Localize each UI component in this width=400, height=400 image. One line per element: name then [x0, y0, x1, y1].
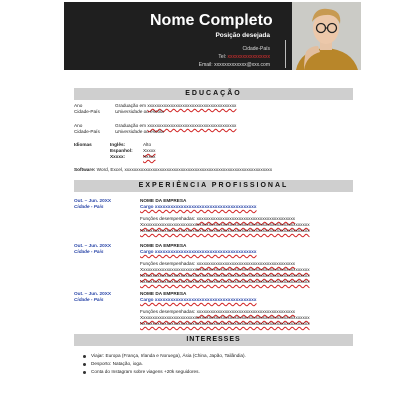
bullet-icon	[83, 371, 86, 374]
email-value: xxxxxxxxxxxxx@xxx.com	[214, 62, 270, 68]
language-level: Xxxxx	[143, 148, 156, 153]
section-experience: EXPERIÊNCIA PROFISSIONAL	[74, 180, 353, 192]
duty-line: xxxxxxxxxxxxxxxxxxxxxxxxxxxxxxxxxxxxxxxxxx	[196, 309, 295, 314]
language-name: Xxxxx:	[110, 154, 126, 159]
edu-place: Cidade-País	[74, 109, 100, 114]
duty-line: Xxxxxxxxxxxxxxxxxxxxxxxxxxxxxxxxxxxxxxxxxxxxxxxxxxxxxxxxxxxxxxxxxxxxxxxx	[140, 222, 310, 227]
bullet-icon	[83, 363, 86, 366]
section-education: EDUCAÇÃO	[74, 88, 353, 100]
duty-line: xxxxxxxxxxxxxxxxxxxxxxxxxxxxxxxxxxxxxxxxxx	[196, 261, 295, 266]
duty-line: Xxxxxxxxxxxxxxxxxxxxxxxxxxxxxxxxxxxxxxxxxxxxxxxxxxxxxxxxxxxxxxxxxxxxxxxx	[140, 279, 310, 284]
interest-item: Conta do Instagram sobre viagens +20k seguidores.	[91, 369, 200, 374]
edu-school: Universidade ou escola	[115, 109, 164, 114]
duty-line: Xxxxxxxxxxxxxxxxxxxxxxxxxxxxxxxxxxxxxxxxxxxxxxxxxxxxxxxxxxxxxxxxxxxxxxxx	[140, 321, 310, 326]
software-label: Software:	[74, 167, 96, 172]
full-name: Nome Completo	[150, 12, 273, 29]
edu-place: Cidade-País	[74, 129, 100, 134]
email-label: Email:	[198, 62, 213, 68]
duty-line: Xxxxxxxxxxxxxxxxxxxxxxxxxxxxxxxxxxxxxxxxxxxxxxxxxxxxxxxxxxxxxxxxxxxxxxxx	[140, 267, 310, 272]
profile-photo	[292, 2, 361, 70]
header-block	[64, 2, 292, 70]
languages-label: Idiomas	[74, 142, 92, 147]
edu-year: Ano	[74, 103, 83, 108]
duty-line: Xxxxxxxxxxxxxxxxxxxxxxxxxxxxxxxxxxxxxxxxxxxxxxxxxxxxxxxxxxxxxxxxxxxxxxxx	[140, 228, 310, 233]
edu-degree	[115, 123, 236, 128]
duties-label: Funções desempenhadas:	[140, 261, 196, 266]
duty-line: xxxxxxxxxxxxxxxxxxxxxxxxxxxxxxxxxxxxxxxxxx	[196, 216, 295, 221]
edu-year: Ano	[74, 123, 83, 128]
job-duties	[140, 216, 295, 221]
interest-item: Viajar: Europa (França, Irlanda e Noruega), Ásia (China, Japão, Tailândia).	[91, 353, 246, 358]
job-date: Out. – Jun. 20XX	[74, 198, 111, 203]
phone-value: xxxxxxxxxxxxxxxxx	[227, 54, 270, 60]
language-level: Alto	[143, 142, 152, 147]
job-duties	[140, 309, 295, 314]
duty-line: Xxxxxxxxxxxxxxxxxxxxxxxxxxxxxxxxxxxxxxxxxxxxxxxxxxxxxxxxxxxxxxxxxxxxxxxx	[140, 273, 310, 278]
language-name: Espanhol:	[110, 148, 133, 153]
section-interests: INTERESSES	[74, 334, 353, 346]
resume-page	[27, 0, 373, 400]
degree-field: xxxxxxxxxxxxxxxxxxxxxxxxxxxxxxxxxxxxxx	[147, 103, 237, 108]
job-place: Cidade - País	[74, 204, 104, 209]
interest-item: Desporto: Natação, ioga.	[91, 361, 143, 366]
degree-prefix: Graduação em	[115, 123, 147, 128]
degree-field: xxxxxxxxxxxxxxxxxxxxxxxxxxxxxxxxxxxxxx	[147, 123, 237, 128]
job-company: NOME DA EMPRESA	[140, 243, 187, 248]
edu-degree	[115, 103, 236, 108]
job-company: NOME DA EMPRESA	[140, 291, 187, 296]
contact-phone	[218, 54, 270, 60]
job-duties	[140, 261, 295, 266]
header-divider	[285, 40, 286, 68]
phone-label: Tel:	[218, 54, 227, 60]
job-place: Cidade - País	[74, 249, 104, 254]
desired-position: Posição desejada	[215, 32, 270, 39]
job-position: Cargo xxxxxxxxxxxxxxxxxxxxxxxxxxxxxxxxxxxxxxx	[140, 297, 257, 302]
job-position: Cargo xxxxxxxxxxxxxxxxxxxxxxxxxxxxxxxxxxxxxxx	[140, 204, 257, 209]
job-date: Out. – Jun. 20XX	[74, 243, 111, 248]
duty-line: Xxxxxxxxxxxxxxxxxxxxxxxxxxxxxxxxxxxxxxxxxxxxxxxxxxxxxxxxxxxxxxxxxxxxxxxx	[140, 315, 310, 320]
language-level: Xxxxx	[143, 154, 156, 159]
duties-label: Funções desempenhadas:	[140, 216, 196, 221]
software-line	[74, 167, 272, 172]
job-position: Cargo xxxxxxxxxxxxxxxxxxxxxxxxxxxxxxxxxxxxxxx	[140, 249, 257, 254]
bullet-icon	[83, 355, 86, 358]
contact-city: Cidade-País	[242, 46, 270, 52]
job-date: Out. – Jun. 20XX	[74, 291, 111, 296]
person-photo-icon	[292, 2, 361, 70]
job-company: NOME DA EMPRESA	[140, 198, 187, 203]
edu-school: Universidade ou escola	[115, 129, 164, 134]
job-place: Cidade - País	[74, 297, 104, 302]
contact-email	[199, 62, 270, 68]
software-value: Word, Excel, xxxxxxxxxxxxxxxxxxxxxxxxxxxxxxxxxxxxxxxxxxxxxxxxxxxxxxxxxxxxxxx	[96, 167, 273, 172]
duties-label: Funções desempenhadas:	[140, 309, 196, 314]
degree-prefix: Graduação em	[115, 103, 147, 108]
language-name: Inglês:	[110, 142, 126, 147]
